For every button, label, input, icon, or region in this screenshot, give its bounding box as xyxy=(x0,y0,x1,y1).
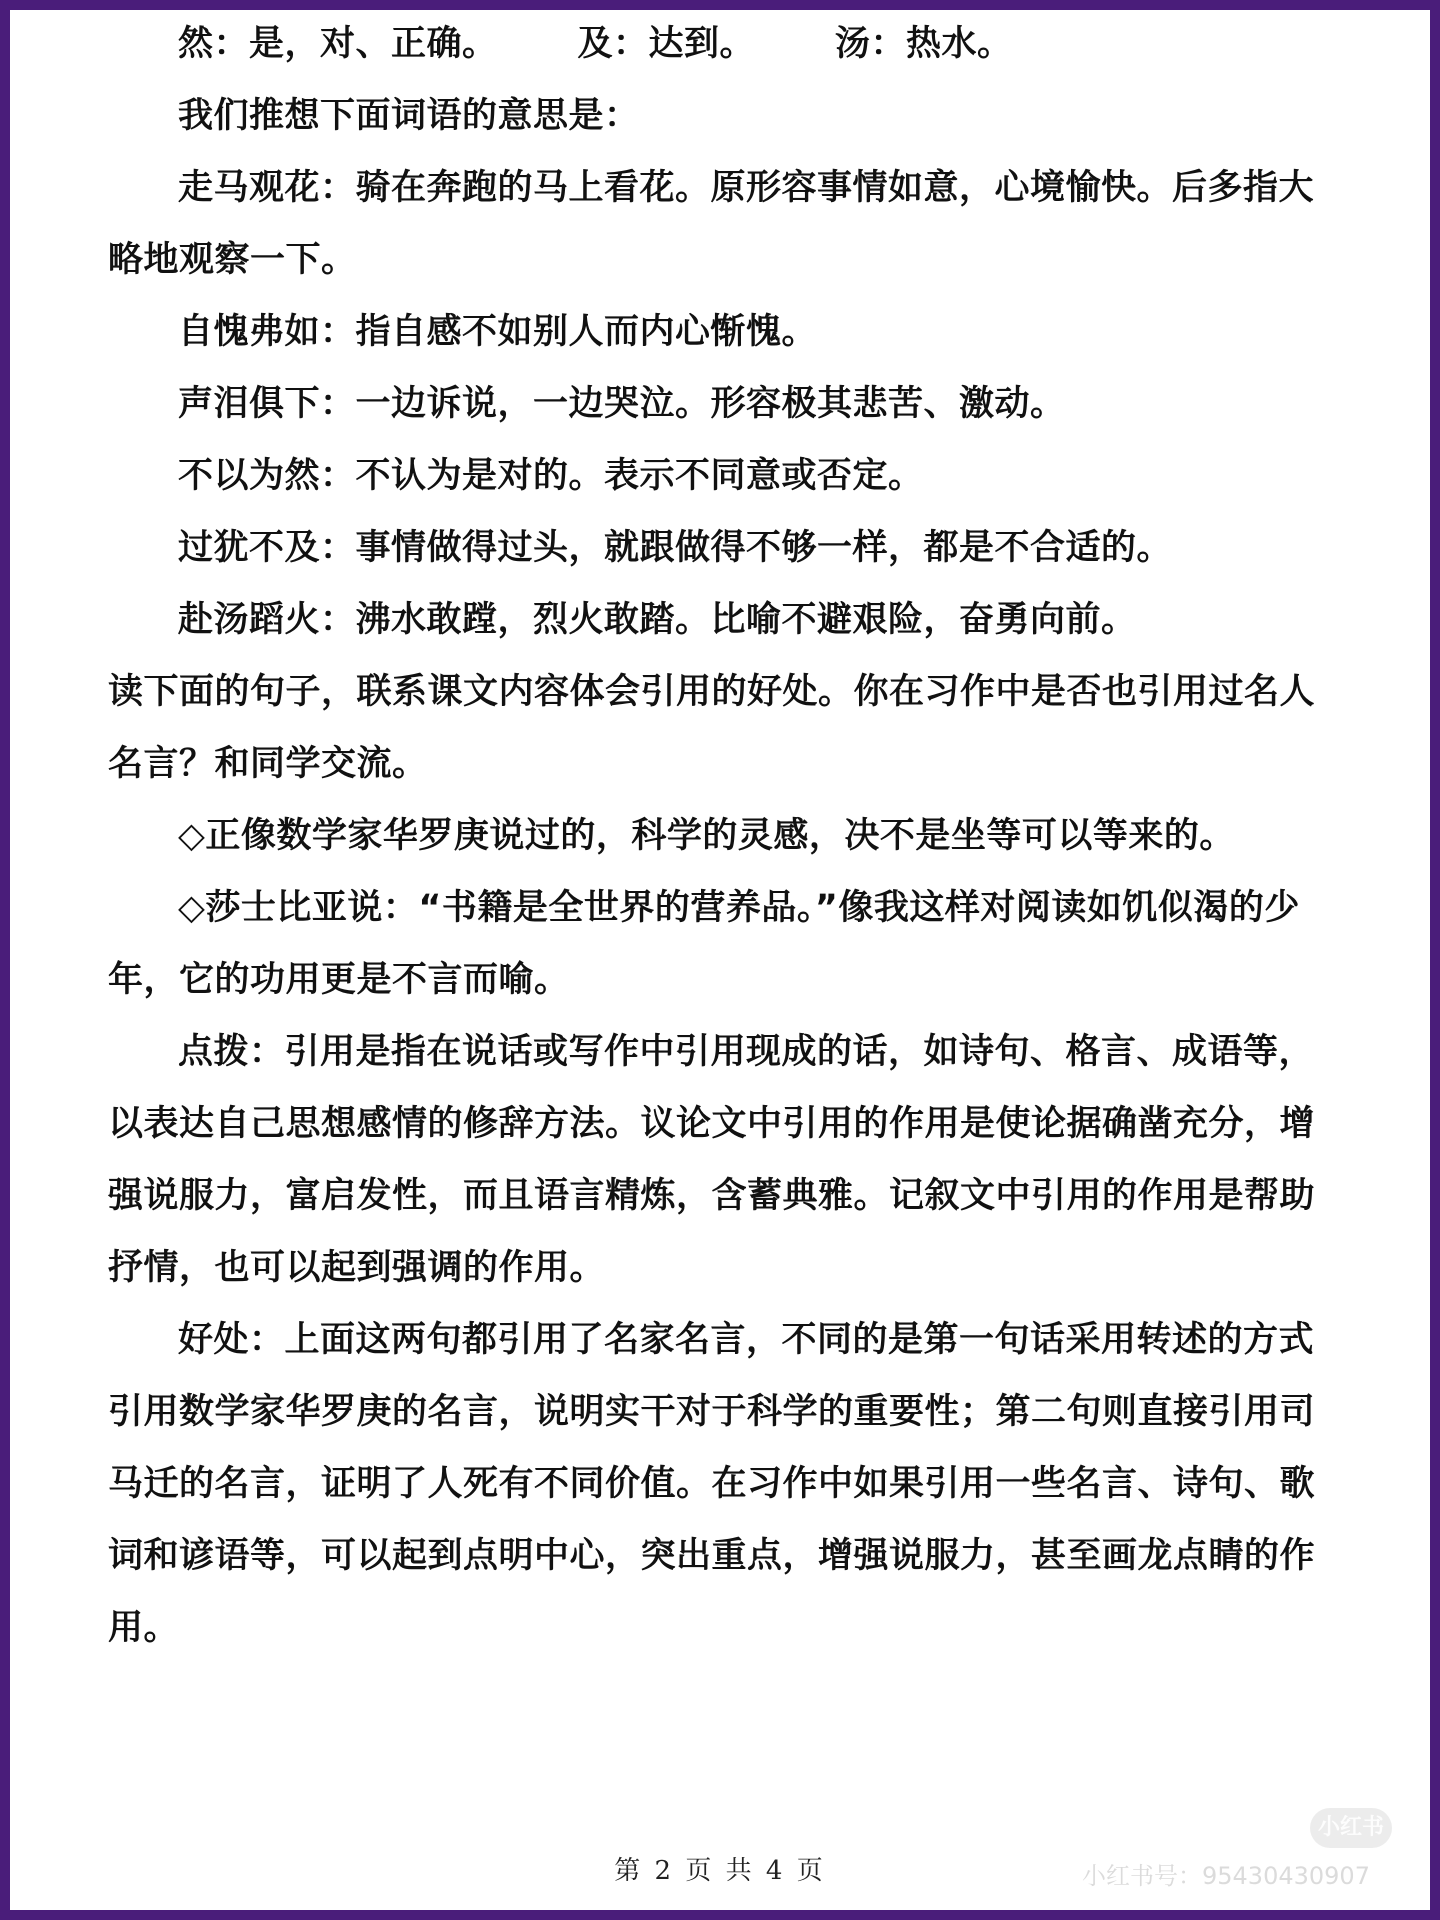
text-line-8: 过犹不及：事情做得过头，就跟做得不够一样，都是不合适的。 xyxy=(178,528,1173,568)
definition-ji: 及：达到。 xyxy=(577,24,756,64)
text-line-13: ◇莎士比亚说：“书籍是全世界的营养品。”像我这样对阅读如饥似渴的少 xyxy=(178,888,1300,928)
text-line-14: 年，它的功用更是不言而喻。 xyxy=(108,960,570,1000)
text-line-6: 声泪俱下：一边诉说，一边哭泣。形容极其悲苦、激动。 xyxy=(178,384,1066,424)
text-line-15: 点拨：引用是指在说话或写作中引用现成的话，如诗句、格言、成语等， xyxy=(178,1032,1315,1072)
text-line-21: 马迁的名言，证明了人死有不同价值。在习作中如果引用一些名言、诗句、歌 xyxy=(108,1464,1316,1504)
text-line-20: 引用数学家华罗庚的名言，说明实干对于科学的重要性；第二句则直接引用司 xyxy=(108,1392,1316,1432)
text-line-18: 抒情，也可以起到强调的作用。 xyxy=(108,1248,606,1288)
text-line-11: 名言？和同学交流。 xyxy=(108,744,428,784)
document-page xyxy=(10,10,1430,1910)
definition-ran: 然：是，对、正确。 xyxy=(178,24,498,64)
text-line-17: 强说服力，富启发性，而且语言精炼，含蓄典雅。记叙文中引用的作用是帮助 xyxy=(108,1176,1316,1216)
text-line-22: 词和谚语等，可以起到点明中心，突出重点，增强说服力，甚至画龙点睛的作 xyxy=(108,1536,1316,1576)
text-line-3: 走马观花：骑在奔跑的马上看花。原形容事情如意，心境愉快。后多指大 xyxy=(178,168,1315,208)
text-line-2: 我们推想下面词语的意思是： xyxy=(178,96,640,136)
text-line-16: 以表达自己思想感情的修辞方法。议论文中引用的作用是使论据确凿充分，增 xyxy=(108,1104,1316,1144)
text-line-19: 好处：上面这两句都引用了名家名言，不同的是第一句话采用转述的方式 xyxy=(178,1320,1315,1360)
text-line-1 xyxy=(178,24,1013,64)
text-line-10: 读下面的句子，联系课文内容体会引用的好处。你在习作中是否也引用过名人 xyxy=(108,672,1316,712)
text-line-4: 略地观察一下。 xyxy=(108,240,357,280)
watermark-logo: 小红书 xyxy=(1310,1808,1392,1848)
page-number-footer: 第 2 页 共 4 页 xyxy=(614,1856,826,1886)
text-line-23: 用。 xyxy=(108,1608,180,1648)
text-line-5: 自愧弗如：指自感不如别人而内心惭愧。 xyxy=(178,312,818,352)
definition-tang: 汤：热水。 xyxy=(835,24,1013,64)
watermark-text: 小红书号：95430430907 xyxy=(1082,1862,1370,1890)
text-line-7: 不以为然：不认为是对的。表示不同意或否定。 xyxy=(178,456,924,496)
text-line-9: 赴汤蹈火：沸水敢蹚，烈火敢踏。比喻不避艰险，奋勇向前。 xyxy=(178,600,1137,640)
text-line-12: ◇正像数学家华罗庚说过的，科学的灵感，决不是坐等可以等来的。 xyxy=(178,816,1235,856)
